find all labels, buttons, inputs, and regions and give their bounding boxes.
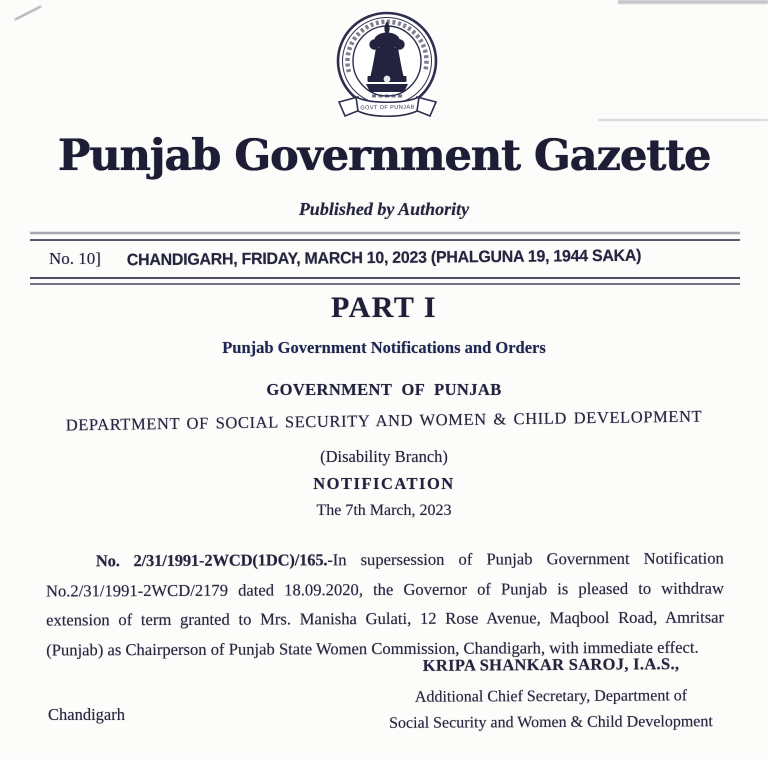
part-heading: PART I	[330, 291, 438, 324]
gazette-subtitle: Published by Authority	[298, 199, 470, 219]
branch-heading: (Disability Branch)	[320, 447, 448, 466]
issue-row	[0, 246, 768, 273]
part-subheading: Punjab Government Notifications and Orders	[222, 338, 546, 357]
scan-shadow-artifact	[618, 0, 768, 4]
notification-text: In supersession of Punjab Government Notification No.2/31/1991-2WCD/2179 dated 18.09.2020, the Governor of Punjab is pleased to withdraw extension of term granted to Mrs. Manisha Gulati, 12 Rose Avenue, Maqbool Road, Amritsar (Punjab) as Chairperson of Punjab State Women Commission, Chandigarh, with immediate effect.	[45, 548, 725, 659]
signatory-title-line1: Additional Chief Secretary, Department of	[414, 687, 688, 706]
pen-mark-artifact	[14, 5, 42, 20]
signatory-name: KRIPA SHANKAR SAROJ, I.A.S.,	[422, 654, 680, 675]
signature-block	[380, 655, 722, 736]
divider-rule	[30, 239, 740, 241]
signatory-title-line2: Social Security and Women & Child Development	[389, 713, 713, 732]
department-heading: DEPARTMENT OF SOCIAL SECURITY AND WOMEN & CHILD DEVELOPMENT	[65, 406, 703, 435]
government-of-punjab-emblem-icon	[330, 8, 445, 130]
notification-date: The 7th March, 2023	[316, 502, 452, 519]
dateline: CHANDIGARH, FRIDAY, MARCH 10, 2023 (PHALGUNA 19, 1944 SAKA)	[126, 246, 642, 270]
divider-rule	[30, 277, 740, 279]
issue-number: No. 10]	[49, 249, 101, 268]
divider-rule	[30, 232, 740, 234]
notification-heading: NOTIFICATION	[313, 474, 455, 493]
emblem-banner-text: GOVT OF PUNJAB	[360, 104, 415, 112]
divider-rule	[30, 283, 740, 285]
gazette-title: Punjab Government Gazette	[57, 131, 711, 181]
place-name: Chandigarh	[48, 705, 125, 724]
notification-reference-number: No. 2/31/1991-2WCD(1DC)/165.-	[95, 549, 333, 570]
government-heading: GOVERNMENT OF PUNJAB	[266, 380, 502, 399]
scan-line-artifact	[598, 119, 768, 121]
notification-body	[46, 543, 725, 664]
